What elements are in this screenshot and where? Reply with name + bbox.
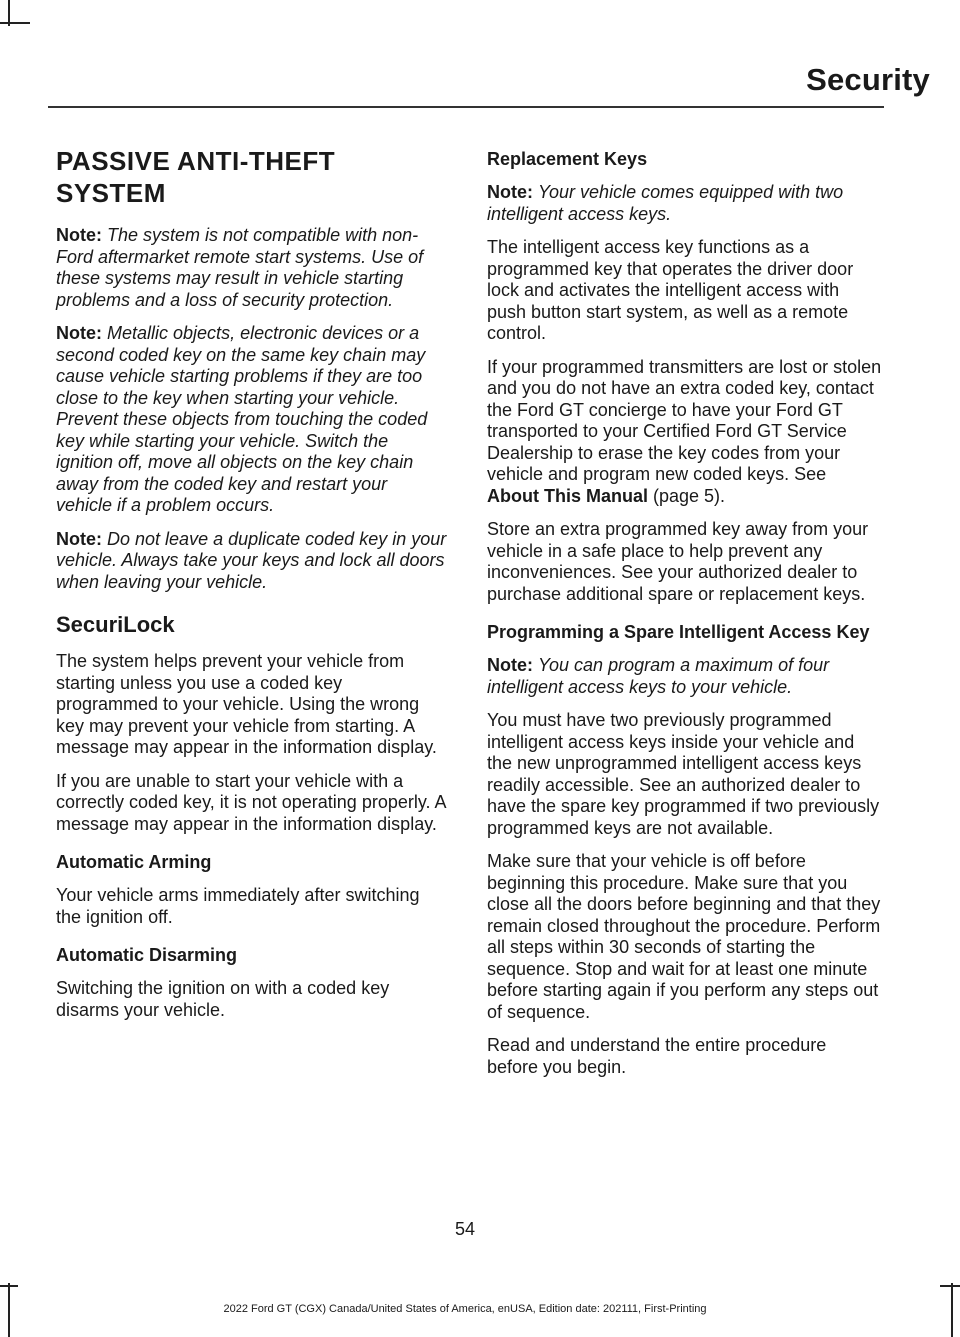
crop-mark (0, 22, 30, 24)
header-divider (48, 106, 884, 108)
note-label: Note: (56, 225, 102, 245)
left-column (56, 145, 448, 1033)
programming-spare-key-heading: Programming a Spare Intelligent Access Key (487, 622, 870, 642)
automatic-disarming-heading: Automatic Disarming (56, 945, 238, 965)
intelligent-key-paragraph: The intelligent access key functions as a programmed key that operates the driver door lock and activates the intelligent access with push button start system, as well as a remote control. (487, 237, 854, 343)
section-title (56, 145, 448, 209)
note-metallic-objects (56, 323, 448, 517)
lost-transmitters-text: If your programmed transmitters are lost or stolen and you do not have an extra coded key, contact the Ford GT concierge to have your Ford GT transported to your Certified Ford GT Service Dealership to erase the key codes from your vehicle and program new coded keys. See (487, 356, 882, 484)
automatic-arming-paragraph: Your vehicle arms immediately after switching the ignition off. (56, 885, 420, 927)
section-title-line2: SYSTEM (56, 178, 166, 208)
note-label: Note: (56, 528, 102, 549)
note-text: You can program a maximum of four intelligent access keys to your vehicle. (487, 655, 830, 697)
note-duplicate-key (56, 529, 448, 594)
extra-key-paragraph: Store an extra programmed key away from your vehicle in a safe place to help prevent any inconveniences. See your authorized dealer to purchase additional spare or replacement keys. (487, 519, 869, 604)
note-maximum-keys (487, 655, 882, 698)
note-label: Note: (56, 323, 102, 343)
crop-mark (0, 1285, 18, 1287)
securilock-paragraph-1: The system helps prevent your vehicle from starting unless you use a coded key programmed to your vehicle. Using the wrong key may prevent your vehicle from starting. A message may appear in the information display. (56, 651, 437, 757)
note-label: Note: (487, 182, 533, 202)
note-text: The system is not compatible with non-Ford aftermarket remote start systems. Use of these systems may result in vehicle starting problems and a loss of security protection. (56, 225, 424, 310)
note-text: Metallic objects, electronic devices or a second coded key on the same key chain may cause vehicle starting problems if they are too close to the key when starting your vehicle. Prevent these objects from touching the coded key while starting your vehicle. Switch the ignition off, move all objects on the key chain away from the coded key and restart your vehicle if a problem occurs. (56, 323, 428, 515)
read-procedure-paragraph: Read and understand the entire procedure before you begin. (487, 1035, 827, 1077)
lost-transmitters-paragraph (487, 357, 882, 508)
about-this-manual-link[interactable]: About This Manual (487, 485, 648, 506)
note-label: Note: (487, 655, 533, 675)
page-header-title: Security (806, 62, 930, 97)
replacement-keys-heading: Replacement Keys (487, 149, 648, 169)
page-reference: (page 5). (648, 485, 726, 506)
note-compatibility (56, 225, 448, 311)
note-text: Do not leave a duplicate coded key in your vehicle. Always take your keys and lock all doors when leaving your vehicle. (56, 528, 447, 592)
note-two-keys (487, 182, 882, 225)
securilock-paragraph-2: If you are unable to start your vehicle with a correctly coded key, it is not operating properly. A message may appear in the information display. (56, 770, 446, 834)
section-title-line1: PASSIVE ANTI-THEFT (56, 146, 336, 176)
automatic-disarming-paragraph: Switching the ignition on with a coded key disarms your vehicle. (56, 978, 390, 1020)
right-column (487, 148, 882, 1090)
procedure-paragraph: Make sure that your vehicle is off before beginning this procedure. Make sure that you close all the doors before beginning and that they remain closed throughout the procedure. Perform all steps within 30 seconds of starting the sequence. Stop and wait for at least one minute before starting again if you perform any steps out of sequence. (487, 851, 881, 1022)
page-number: 54 (454, 1219, 476, 1239)
crop-mark (951, 1283, 953, 1337)
prerequisite-paragraph: You must have two previously programmed intelligent access keys inside your vehicle and the new unprogrammed intelligent access keys readily accessible. See an authorized dealer to have the spare key programmed if two previously programmed keys are not available. (487, 710, 880, 838)
securilock-heading: SecuriLock (56, 612, 175, 637)
note-text: Your vehicle comes equipped with two intelligent access keys. (487, 182, 844, 224)
crop-mark (940, 1285, 960, 1287)
automatic-arming-heading: Automatic Arming (56, 852, 212, 872)
footer-edition: 2022 Ford GT (CGX) Canada/United States of America, enUSA, Edition date: 202111, First-Printing (223, 1303, 707, 1315)
